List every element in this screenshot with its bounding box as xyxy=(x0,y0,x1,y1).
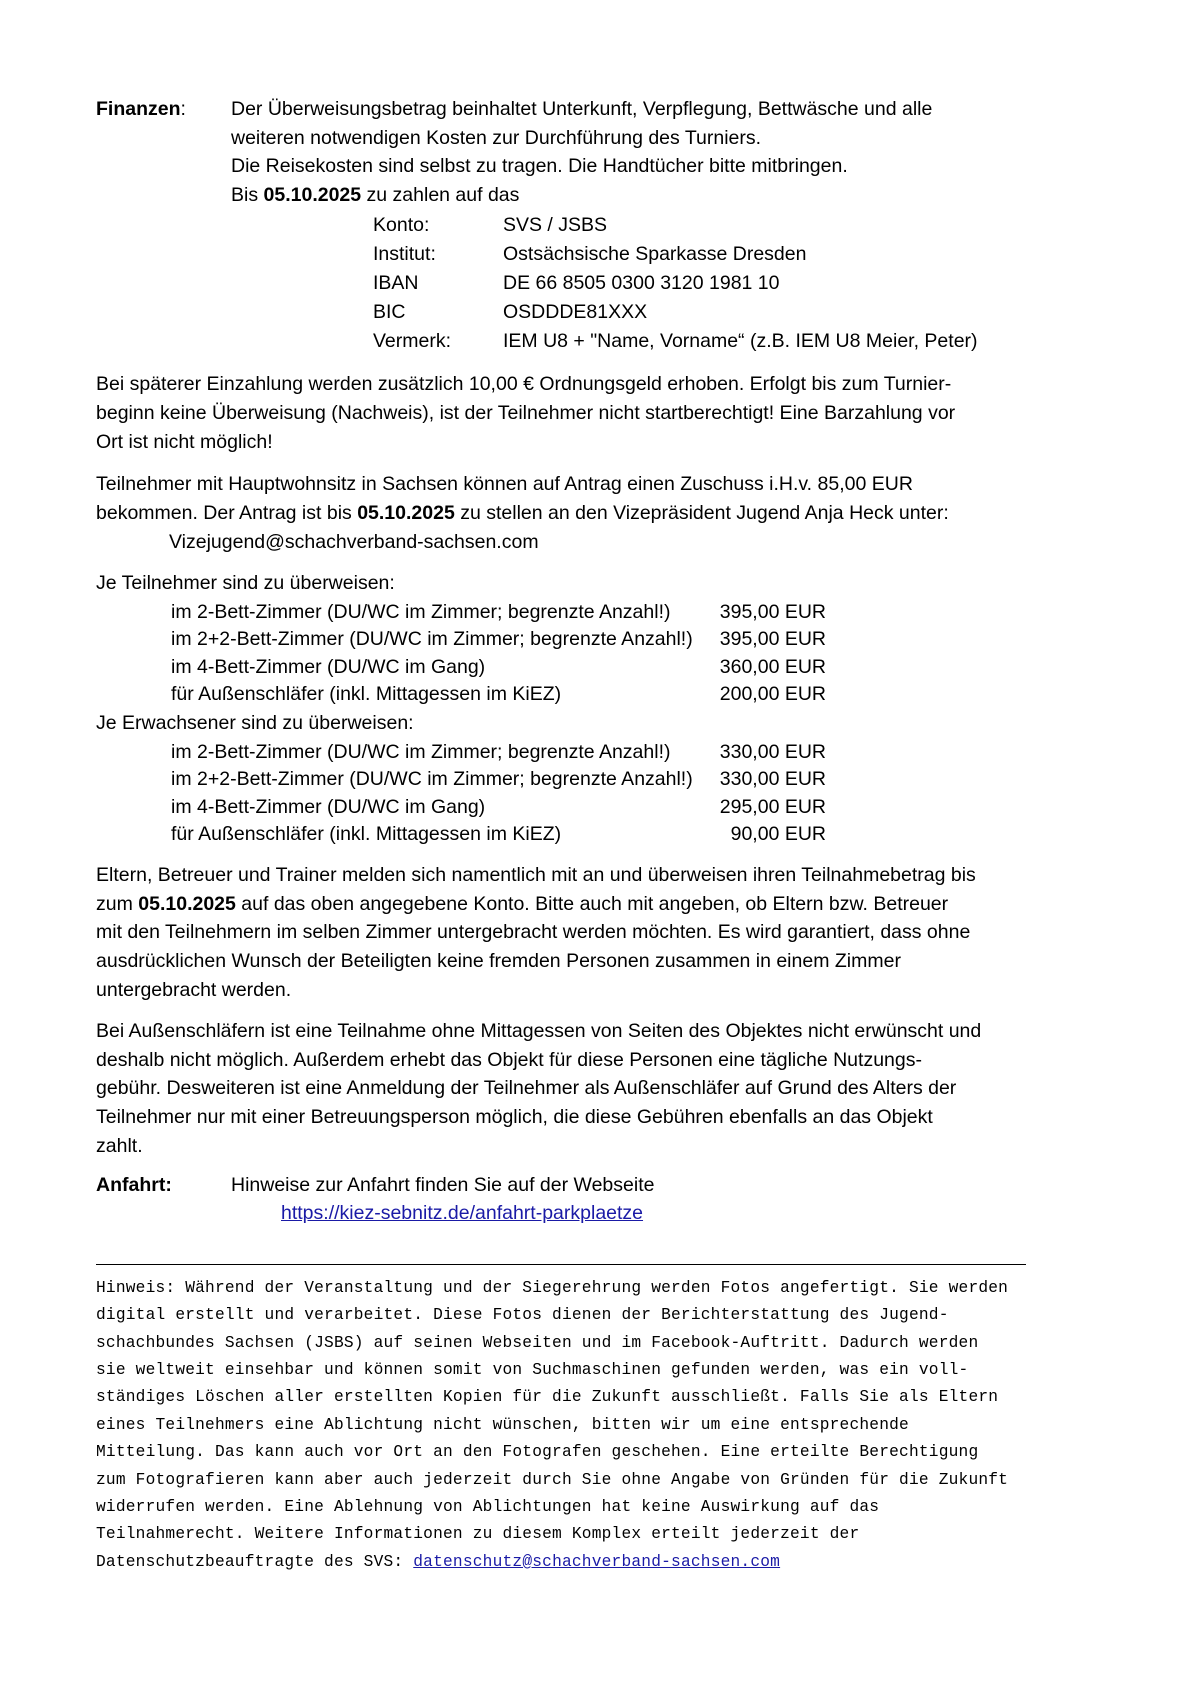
privacy-note-line-10: Teilnahmerecht. Weitere Informationen zu diesem Komplex erteilt jederzeit der xyxy=(96,1525,860,1544)
privacy-note-line-7: Mitteilung. Das kann auch vor Ort an den Fotografen geschehen. Eine erteilte Berechtigung xyxy=(96,1443,979,1462)
privacy-note-line-2: digital erstellt und verarbeitet. Diese Fotos dienen der Berichterstattung des Jugend- xyxy=(96,1306,949,1325)
adults-note-line-1: Eltern, Betreuer und Trainer melden sich namentlich mit an und überweisen ihren Teilnahmebetrag bis xyxy=(96,863,976,886)
adults-note-paragraph xyxy=(96,861,1094,1005)
privacy-note-line-11 xyxy=(96,1549,1046,1576)
adults-heading: Je Erwachsener sind zu überweisen: xyxy=(96,711,414,734)
subsidy-line2-pre: bekommen. Der Antrag ist bis xyxy=(96,502,358,525)
late-payment-line-2: beginn keine Überweisung (Nachweis), ist der Teilnehmer nicht startberechtigt! Eine Barzahlung vor xyxy=(96,401,956,424)
price-amount: 330,00 EUR xyxy=(719,768,826,791)
outdoor-note-line-5: zahlt. xyxy=(96,1134,143,1157)
price-desc: im 2-Bett-Zimmer (DU/WC im Zimmer; begrenzte Anzahl!) xyxy=(171,740,671,763)
finanzen-line-1: Der Überweisungsbetrag beinhaltet Unterkunft, Verpflegung, Bettwäsche und alle xyxy=(231,98,933,120)
anfahrt-link-line xyxy=(281,1199,1094,1228)
adults-note-line-3: mit den Teilnehmern im selben Zimmer untergebracht werden möchten. Es wird garantiert, dass ohne xyxy=(96,921,971,944)
participants-price-list xyxy=(96,599,1094,709)
adults-note-line-4: ausdrücklichen Wunsch der Beteiligten keine fremden Personen zusammen in einem Zimmer xyxy=(96,950,901,973)
price-amount: 395,00 EUR xyxy=(719,628,826,651)
finanzen-label-text: Finanzen xyxy=(96,98,181,120)
late-payment-line-1: Bei späterer Einzahlung werden zusätzlich 10,00 € Ordnungsgeld erhoben. Erfolgt bis zum Turnier- xyxy=(96,373,952,395)
bank-value-iban: DE 66 8505 0300 3120 1981 10 xyxy=(503,272,780,294)
adults-note-line2-post: auf das oben angegebene Konto. Bitte auch mit angeben, ob Eltern bzw. Betreuer xyxy=(235,892,949,915)
bank-key-institut: Institut: xyxy=(373,243,436,265)
finanzen-section xyxy=(96,95,1094,209)
table-row xyxy=(373,298,978,327)
list-item xyxy=(96,681,1094,709)
deadline-date: 05.10.2025 xyxy=(263,183,362,206)
bank-key-iban: IBAN xyxy=(373,272,419,294)
price-amount: 200,00 EUR xyxy=(719,683,826,706)
privacy-note-line-1: Hinweis: Während der Veranstaltung und der Siegerehrung werden Fotos angefertigt. Sie werden xyxy=(96,1278,1009,1297)
deadline-suffix: zu zahlen auf das xyxy=(361,183,520,206)
anfahrt-section xyxy=(96,1171,1094,1200)
price-desc: im 2-Bett-Zimmer (DU/WC im Zimmer; begrenzte Anzahl!) xyxy=(171,600,671,623)
price-amount: 295,00 EUR xyxy=(719,795,826,818)
table-row xyxy=(373,211,978,240)
price-amount: 395,00 EUR xyxy=(719,600,826,623)
price-amount: 360,00 EUR xyxy=(719,655,826,678)
datenschutz-email-link[interactable]: datenschutz@schachverband-sachsen.com xyxy=(413,1552,781,1571)
finanzen-deadline-line xyxy=(231,181,1094,210)
table-row xyxy=(373,240,978,269)
anfahrt-link[interactable]: https://kiez-sebnitz.de/anfahrt-parkplaetze xyxy=(281,1202,644,1225)
price-desc: für Außenschläfer (inkl. Mittagessen im KiEZ) xyxy=(171,683,562,706)
list-item xyxy=(96,821,1094,849)
privacy-note-line-8: zum Fotografieren kann aber auch jederzeit durch Sie ohne Angabe von Gründen für die Zukunft xyxy=(96,1470,1009,1489)
list-item xyxy=(96,654,1094,682)
outdoor-note-line-2: deshalb nicht möglich. Außerdem erhebt das Objekt für diese Personen eine tägliche Nutzungs- xyxy=(96,1048,922,1071)
subsidy-line2-post: zu stellen an den Vizepräsident Jugend Anja Heck unter: xyxy=(454,502,949,525)
privacy-note-line11-pre: Datenschutzbeauftragte des SVS: xyxy=(96,1552,414,1571)
adults-note-line-5: untergebracht werden. xyxy=(96,978,292,1001)
price-amount: 330,00 EUR xyxy=(719,740,826,763)
price-amount: 90,00 EUR xyxy=(730,823,826,846)
finanzen-line-3: Die Reisekosten sind selbst zu tragen. Die Handtücher bitte mitbringen. xyxy=(231,155,848,177)
subsidy-paragraph xyxy=(96,470,1094,556)
finanzen-label xyxy=(96,95,231,124)
bank-details-table xyxy=(373,211,978,356)
finanzen-line-2: weiteren notwendigen Kosten zur Durchführung des Turniers. xyxy=(231,126,762,149)
late-payment-line-3: Ort ist nicht möglich! xyxy=(96,430,273,453)
list-item xyxy=(96,739,1094,767)
subsidy-email: Vizejugend@schachverband-sachsen.com xyxy=(169,530,539,553)
privacy-note-line-3: schachbundes Sachsen (JSBS) auf seinen Webseiten und im Facebook-Auftritt. Dadurch werden xyxy=(96,1333,979,1352)
bank-key-vermerk: Vermerk: xyxy=(373,330,452,352)
bank-value-vermerk: IEM U8 + "Name, Vorname“ (z.B. IEM U8 Meier, Peter) xyxy=(503,330,978,352)
adults-note-line-2 xyxy=(96,890,1094,919)
adults-note-date: 05.10.2025 xyxy=(138,892,236,915)
subsidy-deadline-date: 05.10.2025 xyxy=(357,502,455,525)
table-row xyxy=(373,327,978,356)
price-desc: im 4-Bett-Zimmer (DU/WC im Gang) xyxy=(171,655,486,678)
divider xyxy=(96,1264,1026,1265)
privacy-note-line-4: sie weltweit einsehbar und können somit von Suchmaschinen gefunden werden, was ein voll- xyxy=(96,1360,969,1379)
subsidy-line-2 xyxy=(96,499,1094,528)
adults-note-line2-pre: zum xyxy=(96,892,139,915)
privacy-note-line-5: ständiges Löschen aller erstellten Kopien für die Zukunft ausschließt. Falls Sie als Eltern xyxy=(96,1388,999,1407)
outdoor-note-line-1: Bei Außenschläfern ist eine Teilnahme ohne Mittagessen von Seiten des Objektes nicht erwünscht und xyxy=(96,1019,982,1042)
price-desc: für Außenschläfer (inkl. Mittagessen im KiEZ) xyxy=(171,823,562,846)
late-payment-paragraph xyxy=(96,370,1094,456)
anfahrt-text: Hinweise zur Anfahrt finden Sie auf der Webseite xyxy=(231,1173,655,1196)
outdoor-note-line-3: gebühr. Desweiteren ist eine Anmeldung der Teilnehmer als Außenschläfer auf Grund des Alters der xyxy=(96,1077,957,1100)
list-item xyxy=(96,766,1094,794)
price-desc: im 2+2-Bett-Zimmer (DU/WC im Zimmer; begrenzte Anzahl!) xyxy=(171,768,693,791)
bank-key-konto: Konto: xyxy=(373,214,430,236)
price-desc: im 2+2-Bett-Zimmer (DU/WC im Zimmer; begrenzte Anzahl!) xyxy=(171,628,693,651)
adults-price-list xyxy=(96,739,1094,849)
privacy-note xyxy=(96,1275,1046,1576)
privacy-note-line-9: widerrufen werden. Eine Ablehnung von Ablichtungen hat keine Auswirkung auf das xyxy=(96,1498,880,1516)
bank-key-bic: BIC xyxy=(373,301,406,323)
finanzen-paragraph xyxy=(231,95,1094,209)
participants-heading: Je Teilnehmer sind zu überweisen: xyxy=(96,571,395,594)
bank-value-institut: Ostsächsische Sparkasse Dresden xyxy=(503,243,807,265)
anfahrt-label: Anfahrt: xyxy=(96,1173,172,1196)
bank-value-bic: OSDDDE81XXX xyxy=(503,301,648,323)
table-row xyxy=(373,269,978,298)
list-item xyxy=(96,626,1094,654)
bank-value-konto: SVS / JSBS xyxy=(503,214,608,236)
outdoor-note-line-4: Teilnehmer nur mit einer Betreuungsperson möglich, die diese Gebühren ebenfalls an das Objekt xyxy=(96,1106,933,1129)
list-item xyxy=(96,599,1094,627)
subsidy-line-1: Teilnehmer mit Hauptwohnsitz in Sachsen können auf Antrag einen Zuschuss i.H.v. 85,00 EUR xyxy=(96,473,913,496)
deadline-prefix: Bis xyxy=(231,183,264,206)
list-item xyxy=(96,794,1094,822)
price-desc: im 4-Bett-Zimmer (DU/WC im Gang) xyxy=(171,795,486,818)
privacy-note-line-6: eines Teilnehmers eine Ablichtung nicht wünschen, bitten wir um eine entsprechende xyxy=(96,1415,909,1434)
outdoor-note-paragraph xyxy=(96,1017,1094,1161)
finanzen-label-colon: : xyxy=(180,98,186,120)
